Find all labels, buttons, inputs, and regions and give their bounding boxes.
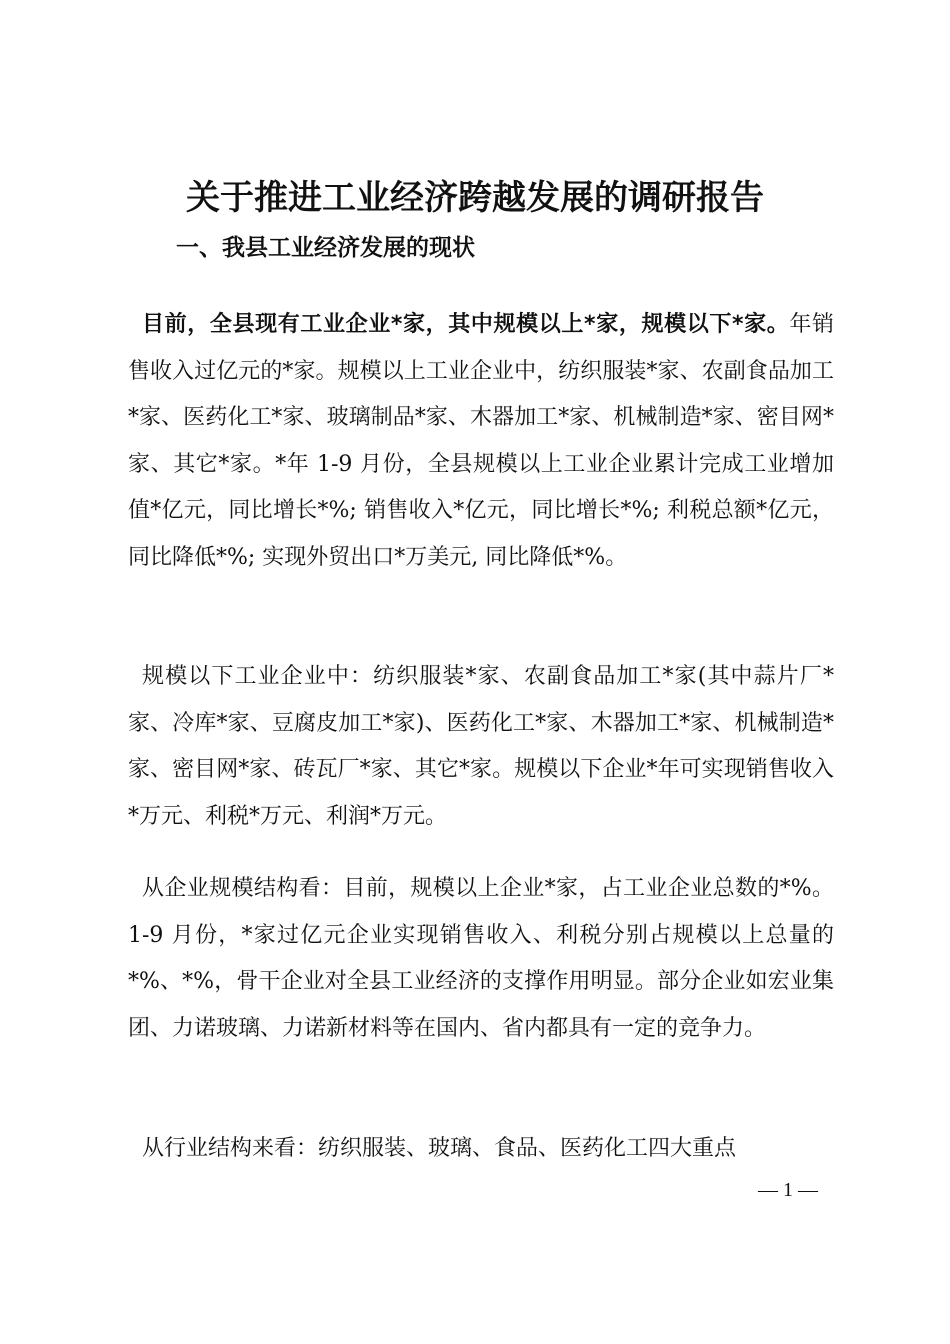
paragraph-lead-sentence: 目前，全县现有工业企业*家，其中规模以上*家，规模以下*家。 <box>142 312 790 337</box>
paragraph-industry-structure: 从行业结构来看：纺织服装、玻璃、食品、医药化工四大重点 <box>142 1136 737 1161</box>
document-title: 关于推进工业经济跨越发展的调研报告 <box>186 178 764 218</box>
paragraph-enterprise-scale: 从企业规模结构看：目前，规模以上企业*家，占工业企业总数的*%。1-9 月份，*家过亿元企业实现销售收入、利税分别占规模以上总量的*%、*%，骨干企业对全县工业经济的支撑作用明显。部分企业如宏业集团、力诺玻璃、力诺新材料等在国内、省内都具有一定的竞争力。 <box>128 876 834 1041</box>
page-number: — 1 — <box>758 1179 818 1201</box>
section-heading: 一、我县工业经济发展的现状 <box>176 235 475 261</box>
paragraph-current-status <box>128 302 834 581</box>
paragraph-small-enterprises: 规模以下工业企业中：纺织服装*家、农副食品加工*家(其中蒜片厂*家、冷库*家、豆腐皮加工*家)、医药化工*家、木器加工*家、机械制造*家、密目网*家、砖瓦厂*家、其它*家。规模以下企业*年可实现销售收入*万元、利税*万元、利润*万元。 <box>128 664 834 829</box>
paragraph-body: 年销售收入过亿元的*家。规模以上工业企业中，纺织服装*家、农副食品加工*家、医药化工*家、玻璃制品*家、木器加工*家、机械制造*家、密目网*家、其它*家。*年 1-9 月份，全县规模以上工业企业累计完成工业增加值*亿元，同比增长*%; 销售收入*亿元，同比增长*%; 利税总额*亿元，同比降低*%; 实现外贸出口*万美元, 同比降低*%。 <box>128 312 834 570</box>
